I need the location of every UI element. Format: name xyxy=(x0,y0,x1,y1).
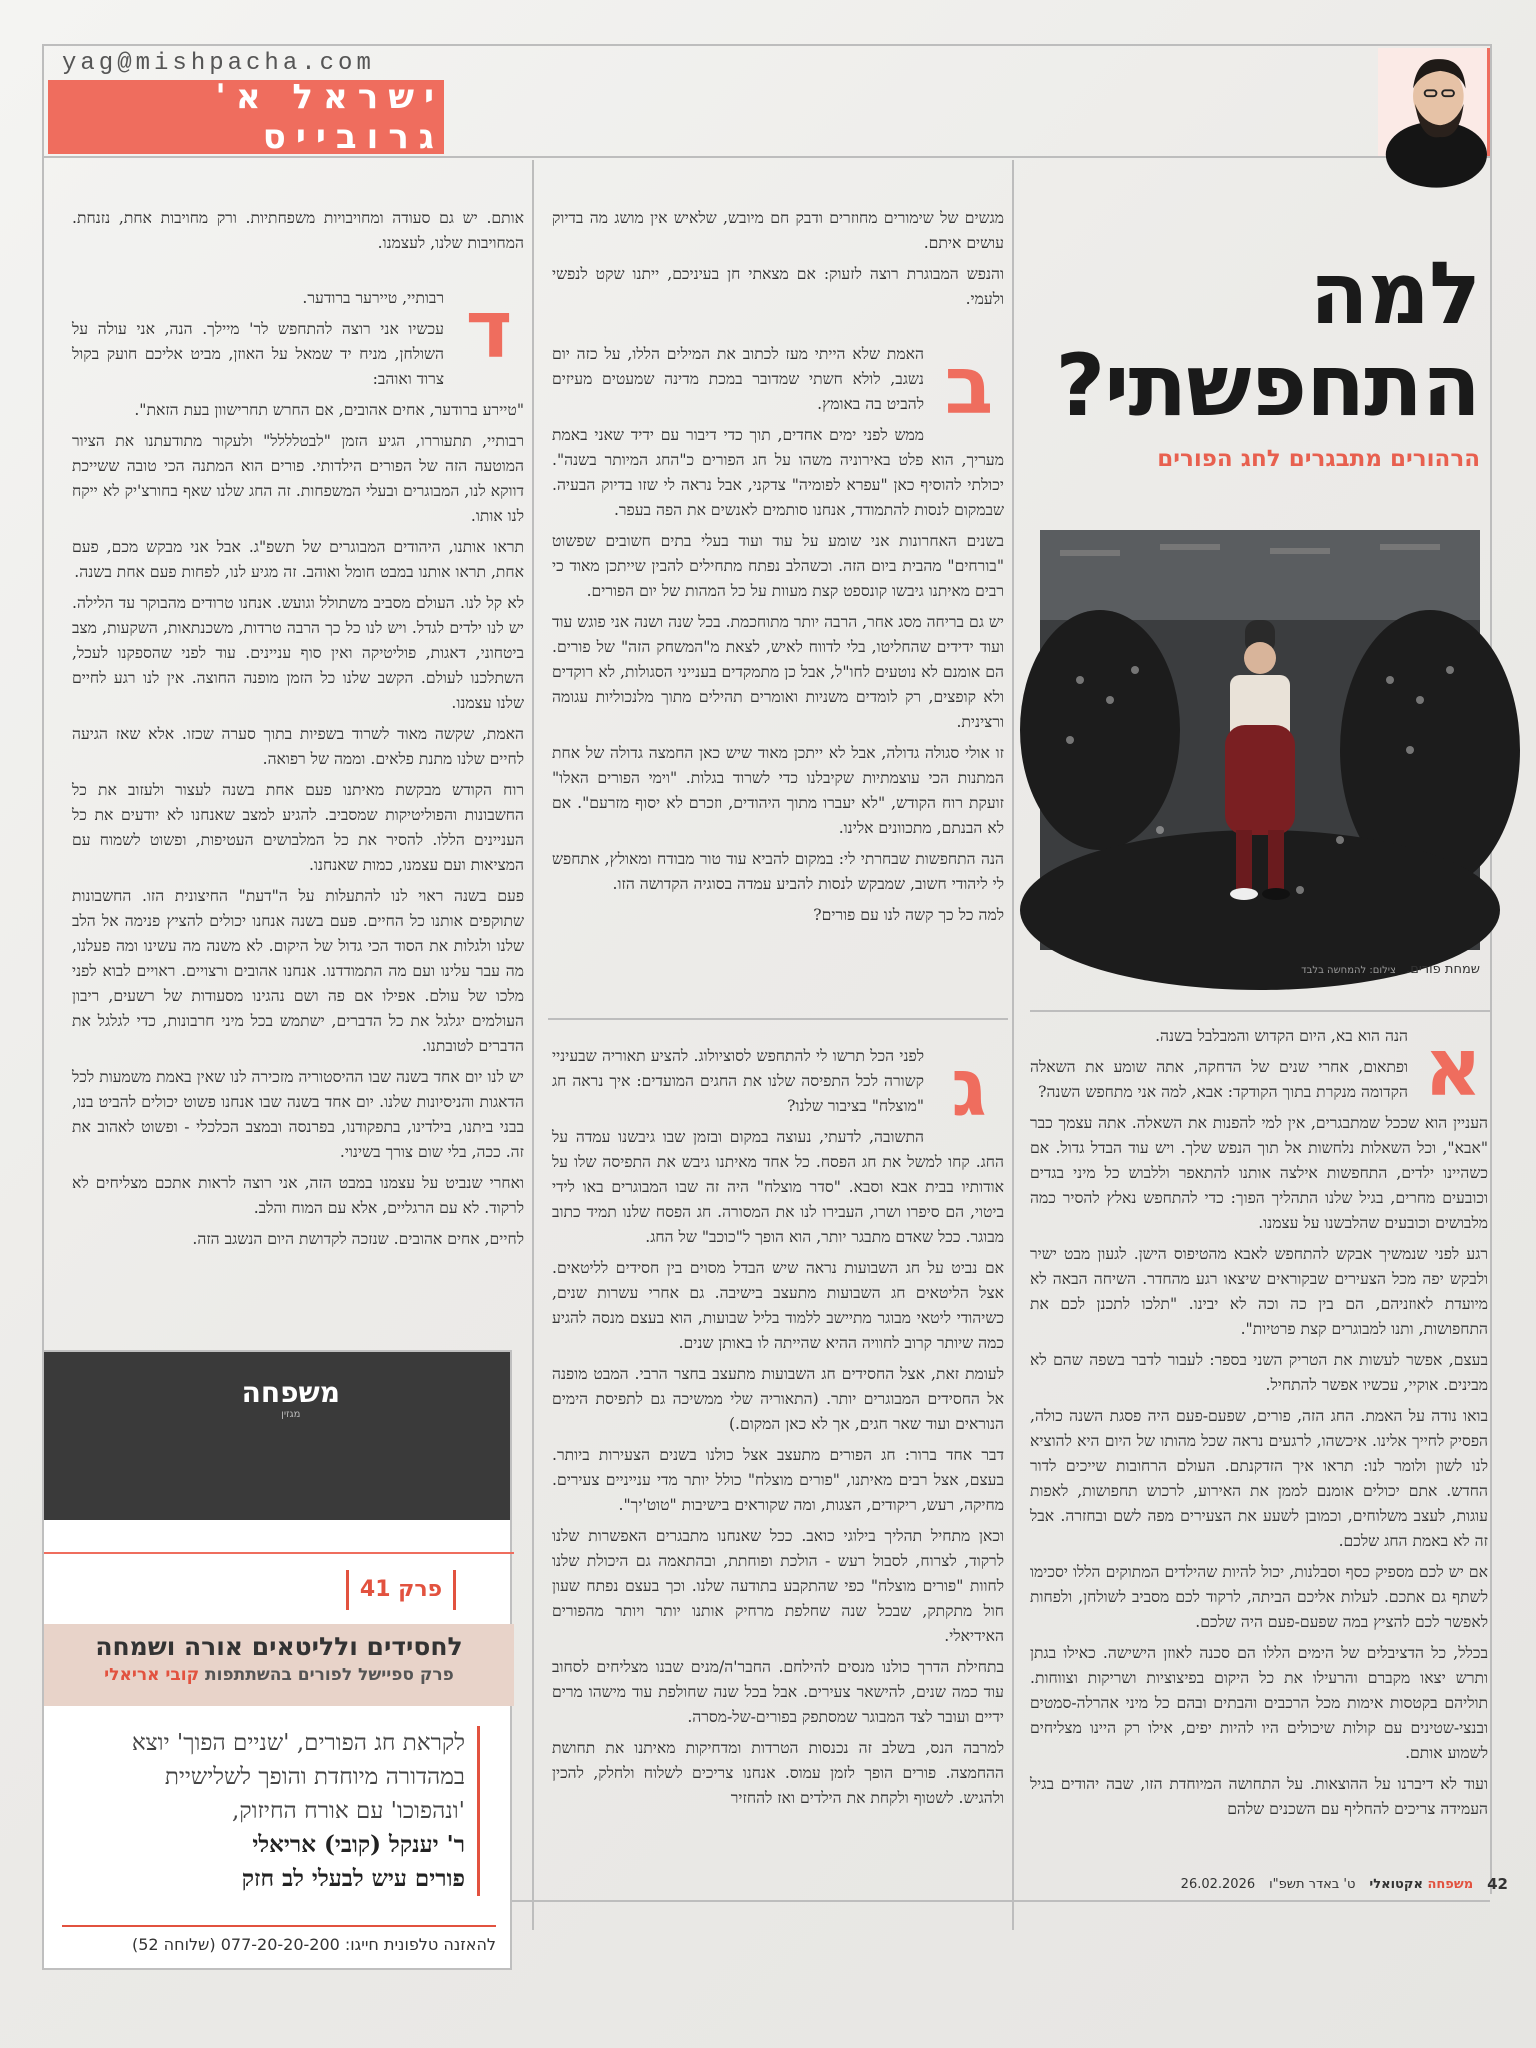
paragraph: אם נביט על חג השבועות נראה שיש הבדל מסוים בין חסידים לליטאים. אצל הליטאים חג השבועות מתעצב בישיבה. גם אחרי עשרות שנים, כשיהודי ליטאי מבוגר מתיישב ללמוד בליל שבועות, הוא בעצם מנסה להגיע כמה שיותר קרוב לחוויה ההיא שהייתה לו באותן שנים. xyxy=(552,1259,1004,1352)
ad-logo xyxy=(242,1376,340,1420)
ad-body-line: 'ונהפוכו' עם אורח החיזוק, xyxy=(232,1798,465,1824)
paragraph: ואחרי שנביט על עצמנו במבט הזה, אני רוצה לראות אתכם מצליחים לא לרקוד. לא עם הרגליים, אלא עם המוח והלב. xyxy=(72,1174,524,1217)
paragraph: אותם. יש גם סעודה ומחויבויות משפחתיות. ורק מחויבות אחת, נזנחת. המחויבות שלנו, לעצמנו. xyxy=(72,209,524,252)
ad-title-box xyxy=(44,1624,514,1706)
column-divider-2 xyxy=(1012,160,1014,1930)
ad-dark-header xyxy=(44,1352,510,1520)
article-headline xyxy=(1020,244,1480,472)
right-rule xyxy=(1490,44,1492,1894)
ad-subtitle xyxy=(44,1665,514,1685)
paragraph: דבר אחד ברור: חג הפורים מתעצב אצל כולנו בשנים הצעירות ביותר. בעצם, אצל רבים מאיתנו, "פורים מוצלח" כולל יותר מדי ענייניים צעירים. מחיקה, רעש, ריקודים, הצגות, ומה שקוראים בישיבות "טוט'יך". xyxy=(552,1446,1004,1514)
paragraph: זו אולי סגולה גדולה, אבל לא ייתכן מאוד שיש כאן החמצה גדולה של אחת המתנות הכי עוצמתיות שקיבלנו כדי לשרוד בגלות. "וימי הפורים האלו" זועקת רוח הקודש, "לא יעברו מתוך היהודים, וזכרם לא יסוף מזרעם". אם לא הבנתם, מתכוונים אלינו. xyxy=(552,744,1004,837)
author-email: yag@mishpacha.com xyxy=(62,50,375,77)
paragraph: העניין הוא שככל שמתבגרים, אין למי להפנות את השאלה. אתה עצמך כבר "אבא", וכל השאלות נלחשות אל תוך הנפש שלך. ויש עוד הבדל גדול. אם כשהיינו ילדים, התחפשות אילצה אותנו להתאפר וללבוש כל מיני בגדים וכובעים מחרים, בגיל שלנו התהליך הפוך: כדי להתחפש נאלץ להסיר כמה מלבושים וכובעים שהלבשנו על עצמנו. xyxy=(1030,1114,1488,1232)
magazine-brand: משפחה xyxy=(1427,1876,1474,1892)
column-divider-3 xyxy=(1030,1010,1490,1012)
paragraph: הנה התחפשות שבחרתי לי: במקום להביא עוד טור מבודח ומאולץ, אתחפש לי ליהודי חשוב, שמבקש לנסות להביע עמדה בסוגיה הקדושה הזו. xyxy=(552,850,1004,893)
paragraph: לעומת זאת, אצל החסידים חג השבועות מתעצב בחצר הרבי. המבט מופנה אל החסידים המבוגרים יותר. (התאוריה שלי ממשיכה גם לתפיסת הימים הנוראים ועוד שאר חגים, אך לא כאן המקום.) xyxy=(552,1365,1004,1433)
ad-phone-number[interactable]: להאזנה טלפונית חייגו: 077-20-20-200 (שלוחה 52) xyxy=(62,1925,496,1954)
paragraph: ועוד לא דיברנו על ההוצאות. על התחושה המיוחדת הזו, שבה יהודים בגיל העמידה צריכים להחליף עם השכנים שלהם xyxy=(1030,1775,1488,1818)
ad-body-line: לקראת חג הפורים, 'שניים הפוך' יוצא xyxy=(131,1730,465,1756)
top-rule xyxy=(42,44,1490,46)
hebrew-date: ט' באדר תשפ"ו xyxy=(1269,1876,1356,1892)
podcast-advertisement[interactable] xyxy=(42,1350,512,1970)
page-number: 42 xyxy=(1487,1875,1508,1893)
paragraph: עכשיו אני רוצה להתחפש לר' מיילך. הנה, אני עולה על השולחן, מניח יד שמאל על האוזן, מביט אליכם חועק בקול צרוד ואוהב: xyxy=(72,320,444,388)
paragraph: תראו אותנו, היהודים המבוגרים של תשפ"ג. אבל אני מבקש מכם, פעם אחת, תראו אותנו במבט חומל ואוהב. זה מגיע לנו, לפחות פעם אחת בשנה. xyxy=(72,538,524,581)
section-g xyxy=(552,1041,1004,1872)
paragraph: יש לנו יום אחד בשנה שבו ההיסטוריה מזכירה לנו שאין באמת משמעות לכל הדאגות והניסיונות שלנו. יום אחד בשנה שבו אנחנו פשוט יכולים להביט בנו, בבני ביתנו, בילדינו, בתפקודנו, בפרנסה ובמצב הכלכלי - ופשוט לאהוב את זה. ככה, בלי שום צורך בשינוי. xyxy=(72,1068,524,1161)
paragraph: למרבה הנס, בשלב זה נכנסות הטרדות ומדחיקות מאיתנו את תחושת ההחמצה. פורים הופך לזמן עמוס. אנחנו צריכים לשלוח ולחלק, להכין ולהגיש. לשטוף ולקחת את הילדים ואז להחזיר xyxy=(552,1739,1004,1807)
ad-subtitle-prefix: פרק ספיישל לפורים בהשתתפות xyxy=(199,1665,454,1685)
paragraph: רגע לפני שנמשיך אבקש להתחפש לאבא מהטיפוס הישן. לגעון מבט ישיר ולבקש יפה מכל הצעירים שבקוראים שיצאו רגע מהחדר. השיחה הבאה לא מיועדת לאוזניהם, הם בין כה וכה לא יבינו. "תלכו לתכנן לכם את התחפושות, ותנו למבוגרים קצת פרטיות". xyxy=(1030,1245,1488,1338)
issue-date: 26.02.2026 xyxy=(1180,1876,1256,1892)
paragraph: אם יש לכם מספיק כסף וסבלנות, יכול להיות שהילדים המתוקים הללו יסכימו לשתף גם אתכם. לעלות אליכם הביתה, לרקוד לכם מסביב לשולחן, ולפחות לאפשר לכם להציץ במה שפעם-פעם היה שלכם. xyxy=(1030,1563,1488,1631)
column-divider-4 xyxy=(548,1018,1008,1020)
ad-episode-number: פרק 41 xyxy=(346,1570,456,1610)
paragraph: רבותיי, תתעוררו, הגיע הזמן "לבטלללל" ולעקור מתודעתנו את הציור המוטעה הזה של הפורים הילדותי. פורים הוא המתנה הכי טובה ששייכת דווקא לנו, המבוגרים ובעלי המשפחות. זה החג שלנו שאף בחורצ'יק לא ייקח לנו אותו. xyxy=(72,432,524,525)
paragraph: מגשים של שימורים מחוזרים ודבק חם מיובש, שלאיש אין מושג מה בדיוק עושים איתם. xyxy=(552,209,1004,252)
section-b-letter: ב xyxy=(944,339,994,432)
ad-logo-text: משפחה xyxy=(241,1376,340,1409)
paragraph: "טיירע ברודער, אחים אהובים, אם החרש תחרישוון בעת הזאת". xyxy=(134,401,524,419)
magazine-suffix: אקטואלי xyxy=(1369,1876,1428,1892)
author-name-banner xyxy=(48,77,444,157)
section-a xyxy=(1030,1021,1488,1864)
paragraph: הנה הוא בא, היום הקדוש והמבלבל בשנה. xyxy=(1155,1027,1408,1045)
paragraph: בואו נודה על האמת. החג הזה, פורים, שפעם-פעם היה פסגת השנה כולה, הפסיק לחייך אלינו. איכשהו, לרגעים נראה שכל מהותו של היום היא להוציא לנו לשון ולומר לנו: תראו איך הזדקנתם. העולם הרחובות שייכים לדור החדש. אתם יכולים אומנם לממן את האירוע, לרכוש תחפושות, לאפות עוגות, לעצב משלוחים, וכמובן לשעע את הצעירים מפה לשם ובחזרה. אבל זה לא באמת החג שלכם. xyxy=(1030,1407,1488,1550)
paragraph: רבותיי, טיירער ברודער. xyxy=(302,289,444,307)
ad-subtitle-guest: קובי אריאלי xyxy=(104,1665,200,1685)
column-divider-1 xyxy=(532,160,534,1930)
caption-text: שמחת פורים. xyxy=(1406,962,1480,977)
section-a-letter: א xyxy=(1423,1021,1483,1114)
section-b-body xyxy=(552,339,1004,928)
paragraph: ממש לפני ימים אחדים, תוך כדי דיבור עם ידיד שאני באמת מעריך, הוא פלט באירוניה משהו על חג הפורים כ"החג המיותר בשנה". יכולתי להוסיף כאן "עפרא לפומיה" צדקני, אבל נראה לי שזו בדיוק הבעיה. שבמקום לנסות להתמודד, אנחנו סותמים לאנשים את הפה בעפר. xyxy=(552,426,1004,519)
ad-logo-sub: מגזין xyxy=(281,1409,301,1420)
photo-caption xyxy=(1040,962,1480,977)
paragraph: וכאן מתחיל תהליך בילוגי כואב. ככל שאנחנו מתבגרים האפשרות שלנו לרקוד, לצרוח, לסבול רעש - הולכת ופוחתת, ובהתאמה גם היכולת שלנו לחוות "פורים מוצלח" כפי שהתקבע בתודעה שלנו. וכך בעצם נפתח שעון חול מתקתק, שבכל שנה שחלפת מרחיק אותנו יותר ויותר מהפורים האידיאלי. xyxy=(552,1527,1004,1645)
paragraph: האמת שלא הייתי מעז לכתוב את המילים הללו, על כזה יום נשגב, לולא חשתי שמדובר במכת מדינה שמעטים מעיזים להביט בה באומץ. xyxy=(552,345,924,413)
article-subtitle: הרהורים מתבגרים לחג הפורים xyxy=(1157,446,1480,472)
ad-body-line: במהדורה מיוחדת והופך לשלישיית xyxy=(164,1764,465,1790)
paragraph: בתחילת הדרך כולנו מנסים להילחם. החבר'ה/מנים שבנו מצליחים לסחוב עוד כמה שנים, להישאר צעירים. אבל בכל שנה שחולפת עוד מישהו מרים ידיים ועובר לצד המבוגר שמסתפק בפורים-של-מסרה. xyxy=(552,1658,1004,1726)
ad-title: לחסידים ולליטאים אורה ושמחה xyxy=(95,1632,463,1661)
ad-tagline: פורים עיש לבעלי לב חזק xyxy=(241,1865,465,1892)
ad-guest-name: ר' יענקל (קובי) אריאלי xyxy=(252,1831,465,1858)
section-a-body xyxy=(1030,1021,1488,1822)
paragraph: ופתאום, אחרי שנים של הדחקה, אתה שומע את השאלה הקדומה מנקרת בתוך הקודקד: אבא, למה אני מתחפש השנה? xyxy=(1030,1058,1408,1101)
paragraph: בשנים האחרונות אני שומע על עוד ועוד בעלי בתים חשובים שפשוט "בורחים" מהבית ביום הזה. וכשהלב נפתח מתחילים להבין שייתכן מאוד כי רבים מאיתנו גיבשו קונספט קצת מעוות על כל המהות של יום הפורים. xyxy=(552,532,1004,600)
section-g-letter: ג xyxy=(951,1041,987,1134)
paragraph: האמת, שקשה מאוד לשרוד בשפיות בתוך סערה שכזו. אלא שאז הגיעה לחיים שלנו מתנת פלאים. וממה של רפואה. xyxy=(72,725,524,768)
section-d-letter: ד xyxy=(465,283,513,376)
photo-credit: צילום: להמחשה בלבד xyxy=(1301,965,1396,976)
author-name: ישראל א' גרובייס xyxy=(215,77,444,157)
magazine-name xyxy=(1369,1877,1473,1892)
purim-photo xyxy=(1040,530,1480,950)
paragraph: בעצם, אפשר לעשות את הטריק השני בספר: לעבור לדבר בשפה שהם לא מבינים. אוקיי, עכשיו אפשר להתחיל. xyxy=(1030,1351,1488,1394)
paragraph: בכלל, כל הדציבלים של הימים הללו הם סכנה לאוזן הישישה. כאילו בגתן ותרש יצאו מקברם והרעילו את כל היקום בפיצוציות ושריקות וצווחות. תוליהם בקטסות אימות מכל הרכבים והבתים ובהם כל מיני אהרלה-סמטים ובנצי-שטינים עם קולות שיכולים היו להיות יפים, אילו רק היינו מצליחים לשמוע אותם. xyxy=(1030,1644,1488,1762)
paragraph: לפני הכל תרשו לי להתחפש לסוציולוג. להציע תאוריה שבעיניי קשורה לכל התפיסה שלנו את החגים המועדים: איך נראה חג "מוצלח" בציבור שלנו? xyxy=(552,1047,924,1115)
author-portrait-icon xyxy=(1378,48,1487,156)
author-avatar xyxy=(1378,48,1490,156)
paragraph: לא קל לנו. העולם מסביב משתולל וגועש. אנחנו טרודים מהבוקר עד הלילה. יש לנו ילדים לגדל. ויש לנו כל כך הרבה טרדות, משכנתאות, השקעות, מצב ביטחוני, דאגות, פוליטיקה ואין סוף עניינים. עוד לפני שהספקנו לעכל, השתלכנו לעולם. הקשב שלנו כל הזמן מופנה החוצה. אין לנו רגע לחיים שלנו עצמנו. xyxy=(72,594,524,712)
section-d xyxy=(72,206,524,1336)
paragraph: והנפש המבוגרת רוצה לזעוק: אם מצאתי חן בעיניכם, ייתנו שקט לנפשי ולעמי. xyxy=(552,265,1004,308)
ad-divider xyxy=(44,1552,514,1554)
paragraph: לחיים, אחים אהובים. שנזכה לקדושת היום הנשגב הזה. xyxy=(192,1230,524,1248)
paragraph: רוח הקודש מבקשת מאיתנו פעם אחת בשנה לעצור ולעזוב את כל החשבונות והפוליטיקות שמסביב. להגיע למצב שאנחנו לא יודעים את כל העניינים הללו. להסיר את כל המלבושים העטיפות, ופשוט לשמוח עם המציאות ועם עצמנו, כמות שאנחנו. xyxy=(72,781,524,874)
crowd-dancer-image xyxy=(1040,530,1480,950)
page-footer xyxy=(1110,1870,1508,1898)
section-b xyxy=(552,206,1004,1006)
paragraph: למה כל כך קשה לנו עם פורים? xyxy=(813,906,1004,924)
ad-body xyxy=(70,1726,480,1896)
section-g-body xyxy=(552,1041,1004,1811)
paragraph: פעם בשנה ראוי לנו להתעלות על ה"דעת" החיצונית הזו. החשבונות שתוקפים אותנו כל החיים. פעם בשנה אנחנו יכולים להציץ פנימה אל הלב שלנו ולגלות את הסוד הכי גדול של היקום. לא משנה מה עשינו ומה פעלנו, מה עבר עלינו ועם מה התמודדנו. אנחנו אהובים ורצויים. ראויים לבוא לפני מלכו של עולם. אפילו אם פה ושם נהגינו מסעודות של רשעים, ריבון העולמים יגלגל את כל הדברים, ישתמש בכל מיני חרבונות, כדי לגלגל את הדברים לטובתנו. xyxy=(72,887,524,1055)
article-title: למה התחפשתי? xyxy=(1055,244,1480,436)
section-d-body xyxy=(72,283,524,1252)
paragraph: יש גם בריחה מסג אחר, הרבה יותר מתוחכמת. בכל שנה ושנה אני פוגש עוד ועוד ידידים שהחליטו, בלי לדווח לאיש, לצאת מ"המשחק הזה" של פורים. הם אומנם לא נוטעים לחו"ל, אבל כן מתמקדים בענייני הסגולות, לא רוקדים ולא קופצים, רק לומדים משניות ואומרים תהילים מתוך מלנכוליות עגומה ורצינית. xyxy=(552,613,1004,731)
paragraph: התשובה, לדעתי, נעוצה במקום ובזמן שבו גיבשנו עמדה על החג. קחו למשל את חג הפסח. כל אחד מאיתנו גיבש את התפיסה שלו על אודותיו בבית אבא וסבא. "סדר מוצלח" היה זה שבו המבוגרים באו לידי ביטוי, הם סיפרו ושרו, העבירו לנו את המסורה. חג הפסח שלנו תמיד כתוב מבוגר. ככל שאדם מתבגר יותר, הוא הופך ל"כוכב" של החג. xyxy=(552,1128,1004,1246)
